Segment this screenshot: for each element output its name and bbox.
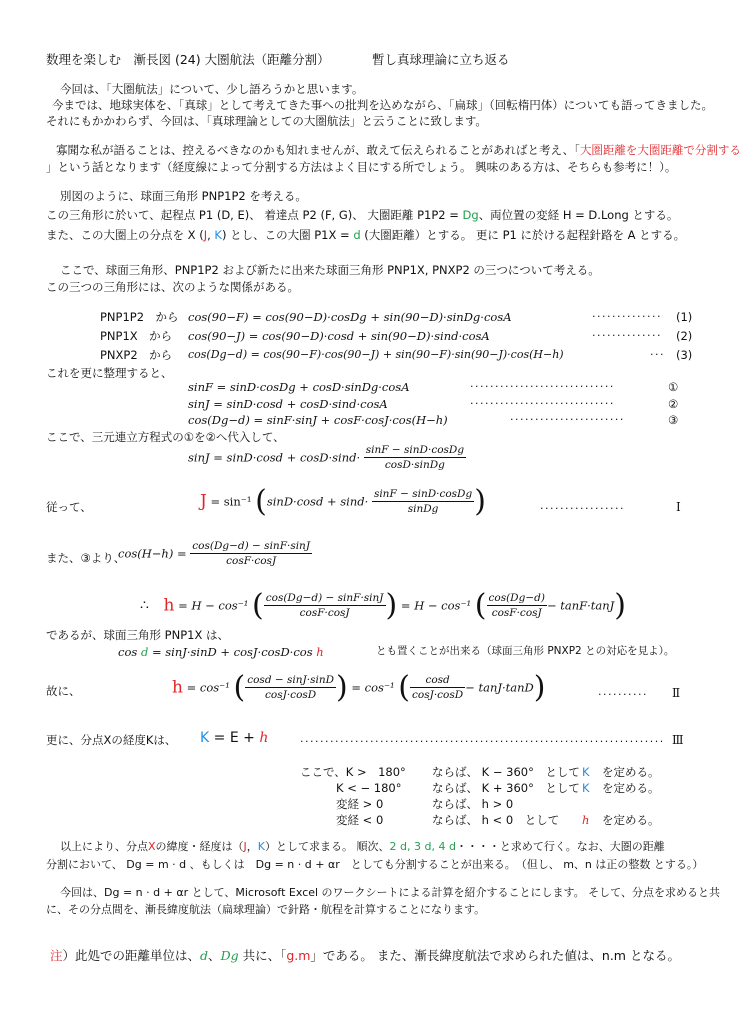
setup-line-2: この三角形に於いて、起程点 P1 (D, E)、 着達点 P2 (F, G)、 大圏距離 P1P2 = Dg、両位置の変経 H = D.Long とする。: [46, 208, 679, 222]
j-number: I: [676, 500, 681, 514]
arrange-text: これを更に整理すると、: [46, 366, 173, 380]
j-equation: J = sin⁻¹ (sinD·cosd + sind· $\frac{\text{sinF − sinD·cosDg}}{\text{sinDg}}$ ): [200, 484, 486, 519]
tri2-note: とも置くことが出来る（球面三角形 PNXP2 との対応を見よ）。: [376, 645, 675, 657]
relation-eq-1: cos(90−F) = cos(90−D)·cosDg + sin(90−D)·sinDg·cosA: [188, 310, 512, 324]
relation-eq-3: cos(Dg−d) = cos(90−F)·cos(90−J) + sin(90−F)·sin(90−J)·cos(H−h): [188, 348, 564, 361]
simplified-no-1: ①: [668, 380, 679, 394]
simplified-eq-1: sinF = sinD·cosDg + cosD·sinDg·cosA: [188, 380, 410, 394]
h-equation: ∴ h = H − cos⁻¹ ( $\frac{\cos(Dg-d) - \sin F\cdot\sin J}{\cos F\cdot\cos J}$ ) = H − cos⁻¹ ( $\frac{\cos(Dg-d)}{\cos F\cdot\cos J}$ − tanF·tanJ): [140, 588, 626, 623]
cond-2-d: を定める。: [602, 781, 660, 795]
cond-2-c: K: [582, 781, 590, 795]
therefore2-text: 故に、: [46, 684, 81, 698]
h2-number: Ⅱ: [672, 686, 681, 700]
footnote-tag: 注: [50, 948, 63, 963]
cond-1-d: を定める。: [602, 765, 660, 779]
cond-1-c: K: [582, 765, 590, 779]
k-number: Ⅲ: [672, 733, 684, 747]
cond-4-b: ならば、 h < 0 として: [432, 813, 560, 827]
simplified-no-3: ③: [668, 413, 679, 427]
k-lead: 更に、分点Xの経度Kは、: [46, 733, 177, 747]
j-dots: ·················: [540, 502, 625, 515]
relation-no-2: (2): [676, 329, 693, 343]
summary-line-2: 分割において、 Dg = m · d 、もしくは Dg = n · d + αr としても分割することが出来る。 （但し、 m、n は正の整数 とする。）: [46, 858, 704, 871]
setup-line-3: また、この大圏上の分点を X (J, K) とし、この大圏 P1X = d (大圏距離）とする。 更に P1 に於ける起程針路を A とする。: [46, 228, 686, 242]
relation-dots-2: ··············: [592, 329, 662, 342]
relation-no-1: (1): [676, 310, 693, 324]
document-subtitle: 暫し真球理論に立ち返る: [372, 52, 510, 67]
consider-line-2: この三つの三角形には、次のような関係がある。: [46, 280, 299, 294]
intro-line-3: それにもかかわらず、今回は、「真球理論としての大圏航法」と云うことに致します。: [46, 114, 487, 128]
document-title: 数理を楽しむ 漸長図 (24) 大圏航法（距離分割）: [46, 52, 330, 67]
substitute-text: ここで、三元連立方程式の①を②へ代入して、: [46, 430, 285, 444]
simplified-eq-2: sinJ = sinD·cosd + cosD·sind·cosA: [188, 397, 388, 411]
cond-1-b: ならば、 K − 360° として: [432, 765, 580, 779]
cond-4-d: を定める。: [602, 813, 660, 827]
highlight-phrase: 大圏距離を大圏距離で分割する: [579, 143, 741, 157]
simplified-dots-3: ·······················: [510, 413, 625, 426]
relation-tri-2: PNP1X から: [100, 329, 173, 343]
cond-3-b: ならば、 h > 0: [432, 797, 514, 811]
cond-3-a: 変経 > 0: [336, 797, 384, 811]
simplified-no-2: ②: [668, 397, 679, 411]
relation-tri-1: PNP1P2 から: [100, 310, 179, 324]
k-equation: K = E + h: [200, 730, 269, 746]
relation-dots-3: ···: [650, 348, 665, 361]
tri2-line-1: であるが、球面三角形 PNP1X は、: [46, 628, 229, 642]
simplified-dots-1: ·····························: [470, 380, 615, 393]
sinj-equation: sinJ = sinD·cosd + cosD·sind· $\frac{\text{sinF − sinD·cosDg}}{\text{cosD·sinDg}}$: [188, 444, 465, 471]
h-equation-2: h = cos⁻¹ ( $\frac{\cos d - \sin J\cdot\sin D}{\cos J\cdot\cos D}$ ) = cos⁻¹ ( $\frac{\cos d}{\cos J\cdot\cos D}$ − tanJ·tanD): [172, 670, 546, 705]
therefore-text: 従って、: [46, 500, 92, 514]
intro-line-4: 寡聞な私が語ることは、控えるべきなのかも知れませんが、敢えて伝えられることがあればと考え、「大圏距離を大圏距離で分割する: [56, 143, 741, 157]
cond-4-c: h: [582, 813, 590, 827]
intro-line-2: 今までは、地球実体を、「真球」として考えてきた事への批判を込めながら、「扁球」（回転楕円体）についても語ってきました。: [52, 98, 714, 112]
cond-2-a: K < − 180°: [336, 781, 402, 795]
intro-line-5: 」という話となります（経度線によって分割する方法はよく目にする所でしょう。 興味のある方は、そちらも参考に！）。: [46, 160, 677, 174]
relation-dots-1: ··············: [592, 310, 662, 323]
k-dots: ·········································································: [300, 735, 665, 748]
cos-hh-equation: cos(H−h) = $\frac{\cos(Dg-d) - \sin F\cdot\sin J}{\cos F\cdot\cos J}$: [118, 540, 311, 567]
from3-text: また、③より、: [46, 551, 126, 565]
excel-line-2: に、その分点間を、漸長緯度航法（扁球理論）で針路・航程を計算することになります。: [46, 903, 486, 916]
simplified-dots-2: ·····························: [470, 397, 615, 410]
summary-line-1: 以上により、分点Xの緯度・経度は（J，K）として求まる。 順次、2 d, 3 d, 4 d・・・・と求めて行く。なお、大圏の距離: [60, 840, 665, 853]
consider-line-1: ここで、球面三角形、PNP1P2 および新たに出来た球面三角形 PNP1X, PNXP2 の三つについて考える。: [60, 263, 600, 277]
simplified-eq-3: cos(Dg−d) = sinF·sinJ + cosF·cosJ·cos(H−h): [188, 413, 448, 427]
cond-2-b: ならば、 K + 360° として: [432, 781, 580, 795]
excel-line-1: 今回は、Dg = n · d + αr として、Microsoft Excel のワークシートによる計算を紹介することにします。 そして、分点を求めると共: [60, 886, 720, 899]
relation-tri-3: PNXP2 から: [100, 348, 173, 362]
cond-1-a: ここで、K > 180°: [300, 765, 406, 779]
intro-line-1: 今回は、「大圏航法」について、少し語ろうかと思います。: [60, 82, 364, 96]
tri2-equation: cos d = sinJ·sinD + cosJ·cosD·cos h: [118, 645, 324, 659]
cond-4-a: 変経 < 0: [336, 813, 384, 827]
relation-no-3: (3): [676, 348, 693, 362]
footnote: 注）此処での距離単位は、d、Dg 共に、「g.m」である。 また、漸長緯度航法で求められた値は、n.m となる。: [50, 948, 680, 963]
h2-dots: ··········: [598, 688, 648, 701]
setup-line-1: 別図のように、球面三角形 PNP1P2 を考える。: [60, 189, 307, 203]
relation-eq-2: cos(90−J) = cos(90−D)·cosd + sin(90−D)·sind·cosA: [188, 329, 490, 343]
